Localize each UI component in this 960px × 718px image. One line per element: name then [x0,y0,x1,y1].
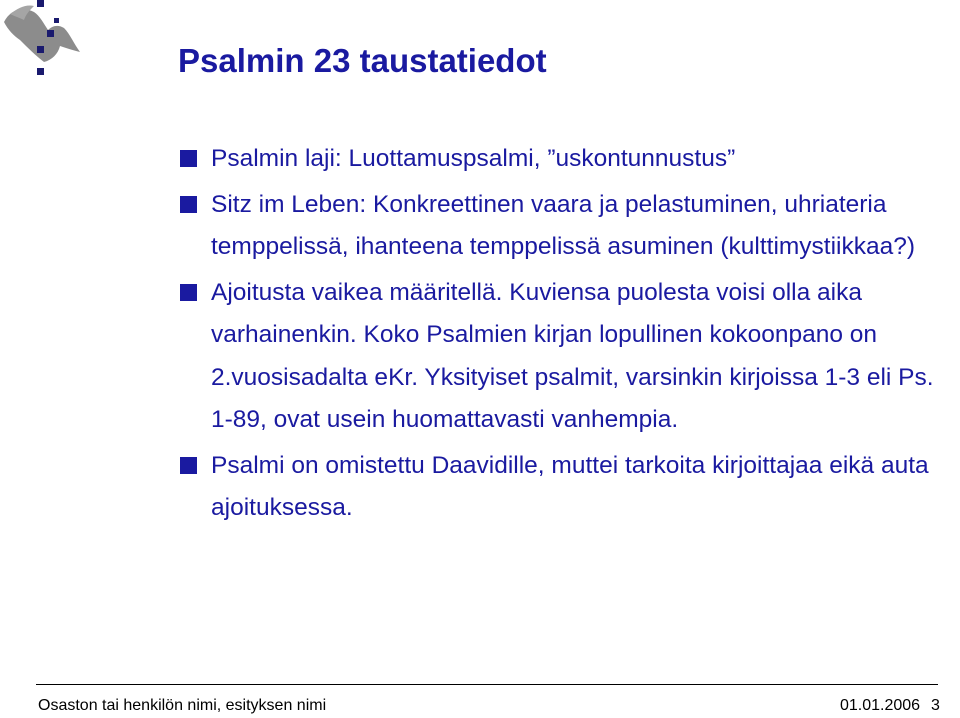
bullet-text: Psalmi on omistettu Daavidille, muttei tarkoita kirjoittajaa eikä auta ajoituksessa. [211,451,929,521]
square-bullet-icon [180,457,197,474]
bullet-list [180,138,940,533]
square-bullet-icon [180,196,197,213]
university-logo-icon [0,0,90,82]
bullet-item [180,272,940,442]
bullet-text: Psalmin laji: Luottamuspsalmi, ”uskontunnustus” [211,145,736,172]
slide-title: Psalmin 23 taustatiedot [178,42,547,79]
bullet-item [180,445,940,530]
page-number: 3 [931,697,940,714]
bullet-item [180,138,940,181]
square-bullet-icon [180,150,197,167]
footer-presenter: Osaston tai henkilön nimi, esityksen nimi [38,697,327,714]
bullet-item [180,184,940,269]
square-bullet-icon [180,284,197,301]
footer-date: 01.01.2006 [840,697,921,714]
footer-divider [36,684,938,685]
bullet-text: Ajoitusta vaikea määritellä. Kuviensa puolesta voisi olla aika varhainenkin. Koko Psalmien kirjan lopullinen kokoonpano on 2.vuosisadalta eKr. Yksityiset psalmit, varsinkin kirjoissa 1-3 eli Ps. 1-89, ovat usein huomattavasti vanhempia. [211,278,934,433]
bullet-text: Sitz im Leben: Konkreettinen vaara ja pelastuminen, uhriateria temppelissä, ihanteena temppelissä asuminen (kulttimystiikkaa?) [211,190,916,260]
